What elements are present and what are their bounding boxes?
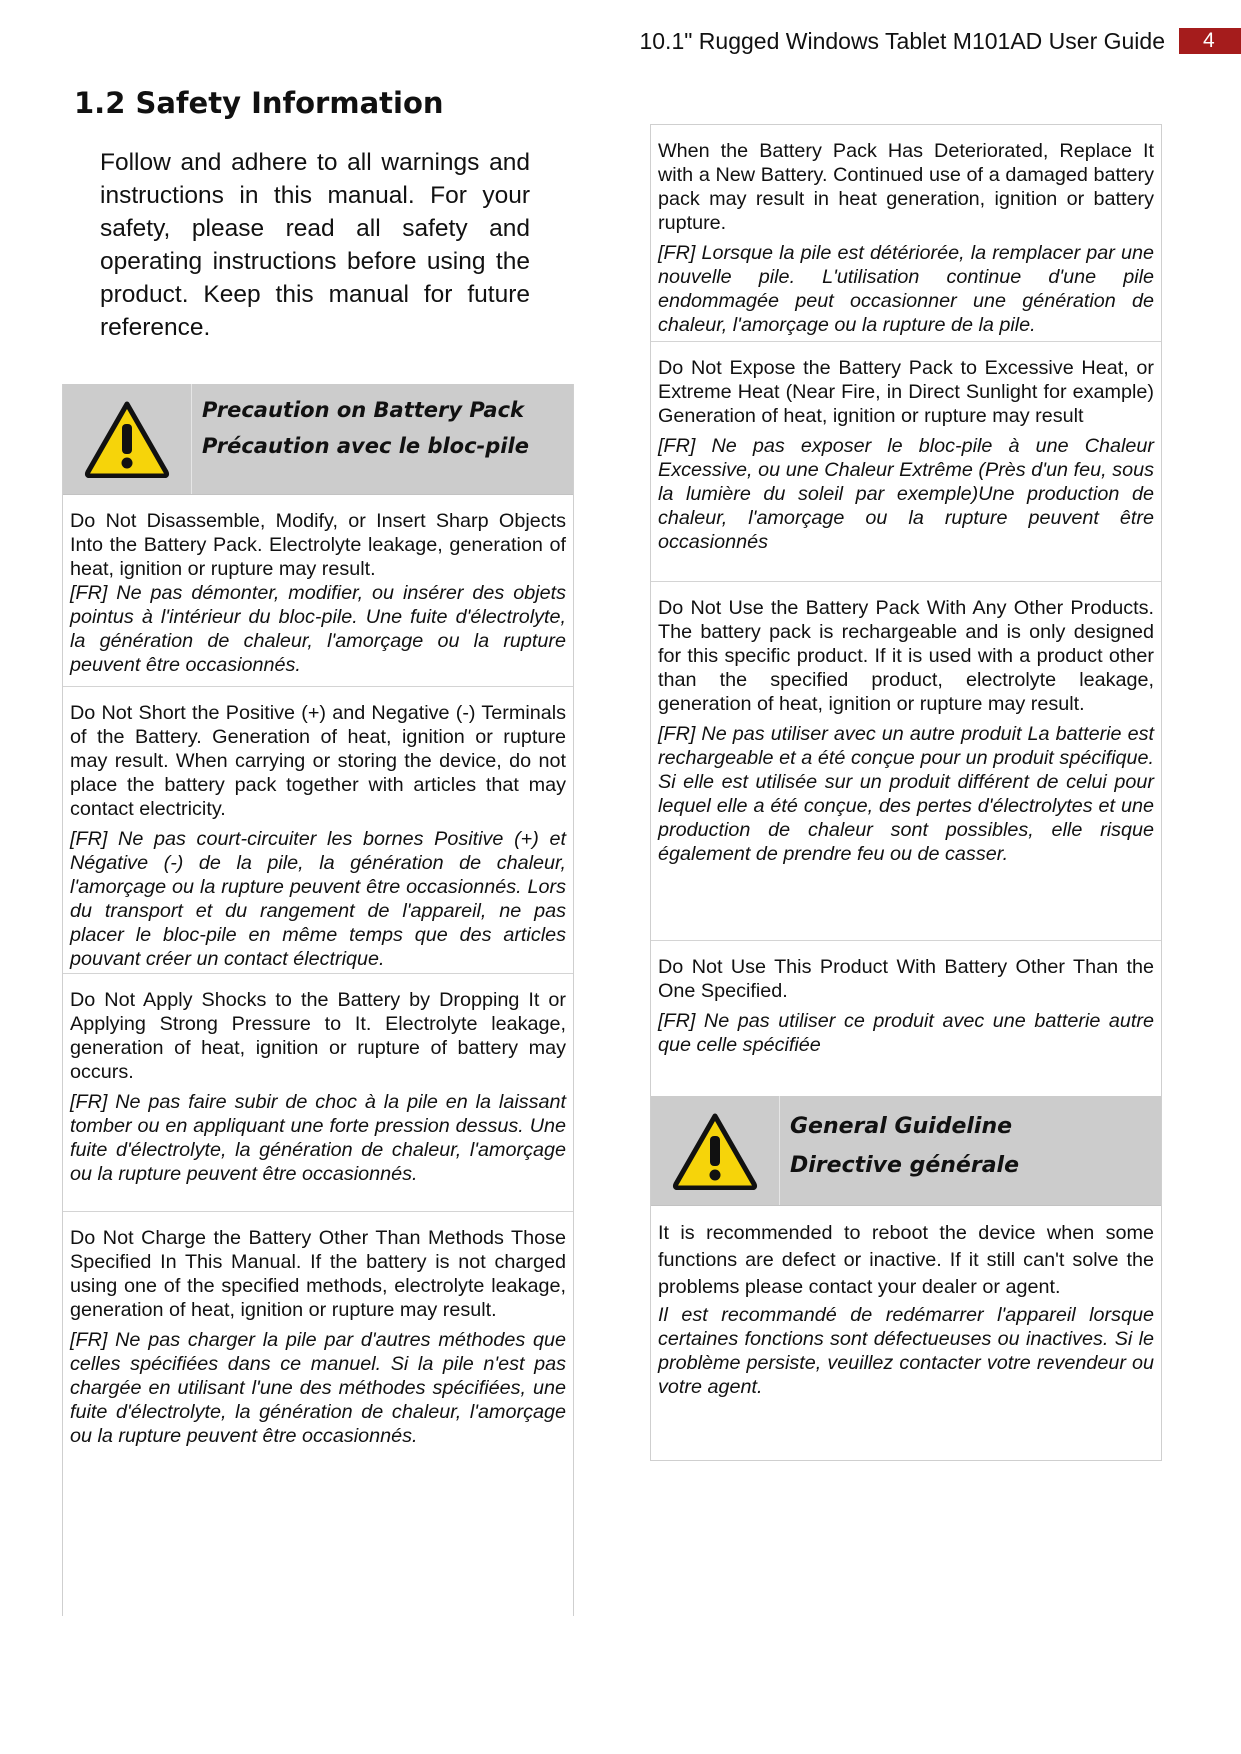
precaution-text-en: Do Not Short the Positive (+) and Negative (-) Terminals of the Battery. Generation of heat, ignition or rupture may result. When carrying or storing the device, do not place the battery pack together with articles that may contact electricity. <box>70 702 566 820</box>
intro-paragraph: Follow and adhere to all warnings and instructions in this manual. For your safety, please read all safety and operating instructions before using the product. Keep this manual for future reference. <box>100 149 530 341</box>
precaution-text-fr: [FR] Ne pas démonter, modifier, ou insérer des objets pointus à l'intérieur du bloc-pile. Une fuite d'électrolyte, la génération de chaleur, l'amorçage ou la rupture peuvent être occasionnés. <box>70 582 566 676</box>
precaution-text-en: Do Not Expose the Battery Pack to Excessive Heat, or Extreme Heat (Near Fire, in Direct Sunlight for example) Generation of heat, ignition or rupture may result <box>658 357 1154 427</box>
precaution-item <box>63 495 573 687</box>
precaution-item <box>63 687 573 974</box>
section-title: 1.2 Safety Information <box>74 86 444 120</box>
precaution-item <box>651 582 1161 941</box>
general-guideline-header <box>651 1096 1161 1206</box>
guideline-text-en: It is recommended to reboot the device when some functions are defect or inactive. If it still can't solve the problems please contact your dealer or agent. <box>658 1222 1154 1298</box>
precaution-text-en: Do Not Apply Shocks to the Battery by Dropping It or Applying Strong Pressure to It. Electrolyte leakage, generation of heat, ignition or rupture of battery may occurs. <box>70 989 566 1083</box>
general-guideline-body <box>651 1206 1161 1456</box>
precaution-text-fr: [FR] Ne pas exposer le bloc-pile à une Chaleur Excessive, ou une Chaleur Extrême (Près d'un feu, sous la lumière du soleil par exemple)Une production de chaleur, l'amorçage ou la rupture peuvent être occasionnés <box>658 435 1154 553</box>
precaution-item <box>63 974 573 1212</box>
warning-icon <box>651 1096 780 1205</box>
precaution-text-en: Do Not Use the Battery Pack With Any Other Products. The battery pack is rechargeable and is only designed for this specific product. If it is used with a product other than the specified product, electrolyte leakage, generation of heat, ignition or rupture may result. <box>658 597 1154 715</box>
precaution-text-fr: [FR] Ne pas court-circuiter les bornes Positive (+) et Négative (-) de la pile, la génération de chaleur, l'amorçage ou la rupture peuvent être occasionnés. Lors du transport et du rangement de l'appareil, ne pas placer le bloc-pile en même temps que des articles pouvant créer un contact électrique. <box>70 828 566 970</box>
page-number: 4 <box>1179 28 1241 54</box>
battery-precaution-title-en: Precaution on Battery Pack <box>202 398 525 422</box>
battery-precaution-title-fr: Précaution avec le bloc-pile <box>202 434 529 458</box>
precaution-text-en: Do Not Charge the Battery Other Than Methods Those Specified In This Manual. If the battery is not charged using one of the specified methods, electrolyte leakage, generation of heat, ignition or rupture may result. <box>70 1227 566 1321</box>
precaution-item <box>651 342 1161 582</box>
precaution-text-en: Do Not Disassemble, Modify, or Insert Sharp Objects Into the Battery Pack. Electrolyte leakage, generation of heat, ignition or rupture may result. <box>70 510 566 580</box>
precaution-item <box>63 1212 573 1612</box>
guideline-text-fr: Il est recommandé de redémarrer l'appareil lorsque certaines fonctions sont défectueuses ou inactives. Si le problème persiste, veuillez contacter votre revendeur ou votre agent. <box>658 1304 1154 1398</box>
precaution-text-fr: [FR] Ne pas utiliser ce produit avec une batterie autre que celle spécifiée <box>658 1010 1154 1056</box>
right-column-box <box>650 124 1162 1461</box>
precaution-text-fr: [FR] Ne pas charger la pile par d'autres méthodes que celles spécifiées dans ce manuel. Si la pile n'est pas chargée en utilisant l'une des méthodes spécifiées, une fuite d'électrolyte, la génération de chaleur, l'amorçage ou la rupture peuvent être occasionnés. <box>70 1329 566 1447</box>
precaution-text-en: Do Not Use This Product With Battery Other Than the One Specified. <box>658 956 1154 1002</box>
document-title: 10.1" Rugged Windows Tablet M101AD User Guide <box>639 27 1165 54</box>
precaution-text-en: When the Battery Pack Has Deteriorated, Replace It with a New Battery. Continued use of a damaged battery pack may result in heat generation, ignition or battery rupture. <box>658 140 1154 234</box>
battery-precaution-header <box>63 384 573 495</box>
general-guideline-title-en: General Guideline <box>790 1114 1013 1139</box>
general-guideline-title-fr: Directive générale <box>790 1153 1020 1178</box>
precaution-item <box>651 941 1161 1096</box>
precaution-text-fr: [FR] Ne pas utiliser avec un autre produit La batterie est rechargeable et a été conçue pour un produit spécifique. Si elle est utilisée sur un produit différent de celui pour lequel elle a été conçue, des pertes d'électrolytes et une production de chaleur sont possibles, elle risque également de prendre feu ou de casser. <box>658 723 1154 865</box>
precaution-text-fr: [FR] Ne pas faire subir de choc à la pile en la laissant tomber ou en appliquant une forte pression dessus. Une fuite d'électrolyte, la génération de chaleur, l'amorçage ou la rupture peuvent être occasionnés. <box>70 1091 566 1185</box>
page-header <box>639 26 1241 56</box>
precaution-item <box>651 125 1161 342</box>
warning-icon <box>63 384 192 494</box>
precaution-text-fr: [FR] Lorsque la pile est détériorée, la remplacer par une nouvelle pile. L'utilisation continue d'une pile endommagée peut occasionner une génération de chaleur, l'amorçage ou la rupture de la pile. <box>658 242 1154 336</box>
battery-precaution-box <box>62 384 574 1616</box>
